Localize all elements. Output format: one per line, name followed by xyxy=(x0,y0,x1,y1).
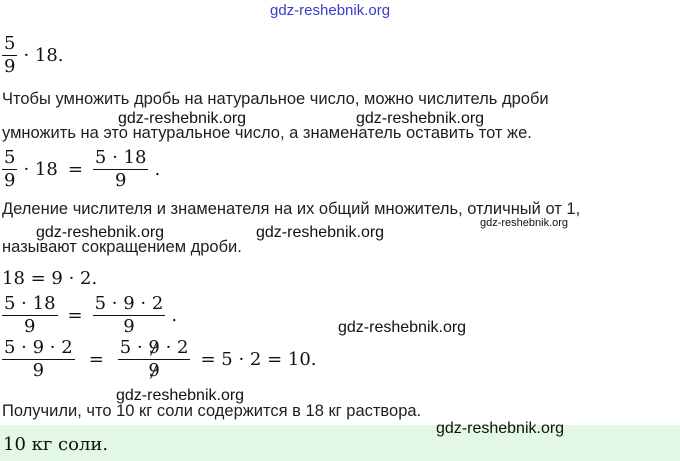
fraction xyxy=(2,148,17,191)
denominator: 9 xyxy=(4,56,16,77)
fraction-cancelled xyxy=(118,338,191,381)
period: . xyxy=(171,305,178,326)
numerator: 5 · 9 · 2 xyxy=(4,337,73,358)
equation-1 xyxy=(2,148,160,191)
watermark: gdz-reshebnik.org xyxy=(338,319,467,336)
problem-expression xyxy=(2,34,64,77)
multiplier: · 18. xyxy=(23,45,64,66)
conclusion: Получили, что 10 кг соли содержится в 18 кг раствора. xyxy=(2,402,422,420)
numerator: 5 · 18 xyxy=(4,293,56,314)
denominator: 9 xyxy=(4,170,16,191)
fraction xyxy=(2,34,17,77)
watermark-top: gdz-reshebnik.org xyxy=(270,2,391,19)
numerator-part: 5 · xyxy=(119,337,149,358)
period: . xyxy=(154,159,161,180)
equation-4 xyxy=(2,338,317,381)
answer-text: 10 кг соли. xyxy=(3,434,109,455)
numerator-part: · 2 xyxy=(159,337,189,358)
equals-sign: = xyxy=(67,159,83,180)
watermark: gdz-reshebnik.org xyxy=(36,224,165,241)
denominator: 9 xyxy=(24,316,36,337)
denominator: 9 xyxy=(32,360,45,381)
definition-line-1: Деление числителя и знаменателя на их общий множитель, отличный от 1, xyxy=(2,200,581,218)
fraction xyxy=(2,294,58,337)
watermark: gdz-reshebnik.org xyxy=(436,420,565,437)
numerator: 5 · 9 · 2 xyxy=(94,293,164,314)
denominator xyxy=(148,360,159,381)
equation-2: 18 = 9 · 2. xyxy=(2,268,98,289)
denominator: 9 xyxy=(114,170,127,191)
numerator: 5 xyxy=(4,147,16,168)
cancelled-factor: 9 xyxy=(148,337,160,358)
watermark: gdz-reshebnik.org xyxy=(118,110,247,127)
equals-sign: = xyxy=(67,305,83,326)
numerator xyxy=(118,338,191,360)
explanation-line-1: Чтобы умножить дробь на натуральное число, можно числитель дроби xyxy=(2,90,549,108)
result-chain: = 5 · 2 = 10. xyxy=(200,349,317,370)
fraction xyxy=(93,148,149,191)
watermark: gdz-reshebnik.org xyxy=(256,224,385,241)
watermark: gdz-reshebnik.org xyxy=(480,217,569,229)
numerator: 5 · 18 xyxy=(94,147,147,168)
numerator: 5 xyxy=(4,33,16,54)
fraction xyxy=(93,294,166,337)
denominator: 9 xyxy=(123,316,135,337)
multiplier: · 18 xyxy=(23,159,58,180)
explanation-line-2: умножить на это натуральное число, а знаменатель оставить тот же. xyxy=(2,124,532,142)
watermark: gdz-reshebnik.org xyxy=(356,110,485,127)
equation-3 xyxy=(2,294,177,337)
definition-line-2: называют сокращением дроби. xyxy=(2,238,242,256)
cancelled-factor: 9 xyxy=(148,360,160,381)
equals-sign: = xyxy=(88,349,104,370)
watermark: gdz-reshebnik.org xyxy=(116,387,245,404)
fraction xyxy=(2,338,75,381)
